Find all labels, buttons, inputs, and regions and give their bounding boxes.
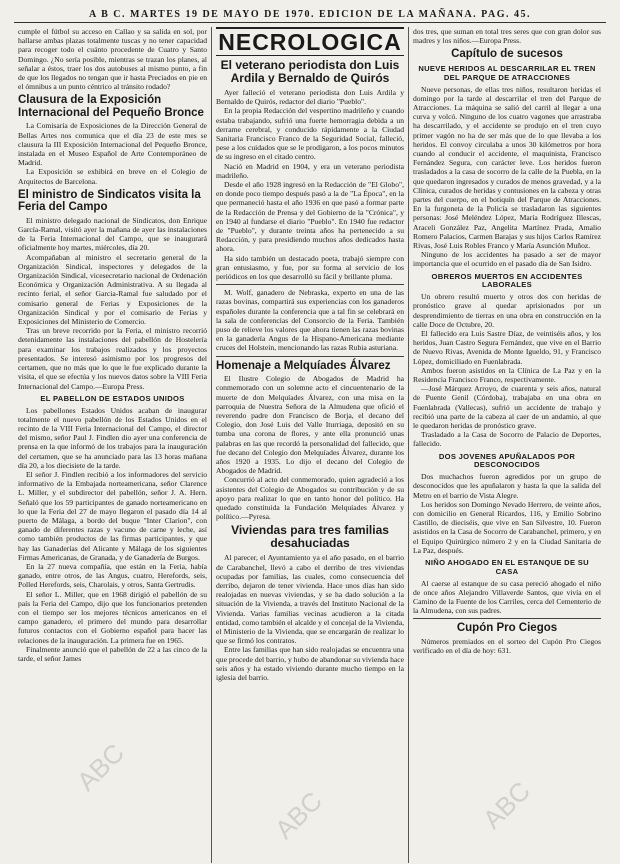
paragraph: Números premiados en el sorteo del Cupón Pro Ciegos verificado en el día de hoy: 631. [413, 636, 601, 656]
paragraph: Al parecer, el Ayuntamiento ya el año pasado, en el barrio de Carabanchel, llevó a cabo el derribo de tres viviendas ocupadas por familias, las cuales, como consecuencia del derribo, dejaron de tener vivienda. Hace unos días han sido realojadas en nuevas viviendas, y se ha dado solución a la situación de la Vivienda, a través del Instituto Nacional de la Vivienda. Varias familias vecinas acudieron a la citada entidad, como también el alcalde y el concejal de la Vivienda, el Ministerio de la Vivienda, que se encargarán de realizar lo que se firmó los contratos. [216, 553, 404, 646]
paragraph: Dos muchachos fueron agredidos por un grupo de desconocidos que les apuñalaron y hasta la que la salida del Metro en el barrio de Vista Alegre. [413, 472, 601, 500]
paragraph: Trasladado a la Casa de Socorro de Palacio de Deportes, fallecido. [413, 430, 601, 449]
paragraph: Desde el año 1928 ingresó en la Redacción de "El Globo", en donde poco tiempo después pasó a la de "La Época", en la que permaneció hasta el año 1936 en que pasó a formar parte de la Redacción de Prensa y del Gobierno de la "Crónica", y en 1940 al fundarse el diario "Pueblo". En 1940 fue redactor de "Pueblo", y durante treinta años ha pertenecido a su Redacción, y para presidiendo muchos años dedicados hasta ahora. [216, 180, 404, 254]
subhead-obreros: OBREROS MUERTOS EN ACCIDENTES LABORALES [431, 271, 583, 290]
paragraph: El señor L. Miller, que en 1968 dirigió el pabellón de su país la Feria del Campo, dijo que los funcionarios pretenden con el tiempo ser los mejores técnicos americanos en el campo ganadero, el primero del mundo para desarrollar futuros contactos con el Gobierno español para hacer las relaciones de la inauguración. La primera fue en 1965. [18, 589, 207, 645]
column-3 [408, 27, 605, 863]
running-header: A B C. MARTES 19 DE MAYO DE 1970. EDICION DE LA MAÑANA. PAG. 45. [14, 8, 606, 23]
watermark-abc: ABC [70, 737, 130, 797]
divider [413, 618, 601, 619]
paragraph: El Ilustre Colegio de Abogados de Madrid ha conmemorado con un solemne acto el cincuentenario de la muerte de don Melquíades Álvarez, con una misa en la parroquia de Nuestra Señora de la Almudena que ofició el reverendo padre don Francisco de Borja, el decano del Colegio, don José Luis del Valle Iturriaga, depositó en su tumba una corona de flores, y ante ella pronunció unas palabras en las que recordó la personalidad del fallecido, que fue decano del Colegio don Melquíades Álvarez, durante los años 1920 a 1935. Lo dijo el decano del Colegio de Abogados de Madrid. [216, 374, 404, 476]
paragraph: Concurrió al acto del conmemorado, quien agradeció a los asistentes del Colegio de Abogados su contribución y de su apoyo para realizar lo que en tanto honor del político. Ha quedado constituida la Fundación Melquíades Álvarez y político.—Pyresa. [216, 475, 404, 522]
paragraph: Tras un breve recorrido por la Feria, el ministro recorrió detenidamente las instalaciones del pabellón de Hostelería para examinar los trabajos realizados y los proyectos presentados. Se interesó asimismo por los progresos del certamen, que no más que lo que le fue explicado durante la visita, el que se efectúa y los nuevos datos sobre la VIII Feria Internacional del Campo.—Europa Press. [18, 326, 207, 391]
paragraph: Ayer falleció el veterano periodista don Luis Ardila y Bernaldo de Quirós, redactor del diario "Pueblo". [216, 88, 404, 107]
subhead-tren: NUEVE HERIDOS AL DESCARRILAR EL TREN DEL PARQUE DE ATRACCIONES [418, 63, 596, 82]
paragraph: Nació en Madrid en 1904, y era un veterano periodista madrileño. [216, 161, 404, 180]
watermark-abc: ABC [268, 785, 328, 845]
headline-cupon: Cupón Pro Ciegos [456, 622, 558, 635]
column-1 [14, 27, 211, 863]
paragraph: Los heridos son Domingo Nevado Herrero, de veinte años, con domicilio en General Ricardos, 116, y Emilio Sobrino Castillo, de dieciséis, que vive en San Silvestre, 10. Fueron asistidos en la Casa de Socorro de Carabanchel, primero, y en el Equipo Quirúrgico número 2 y en la Ciudad Sanitaria de La Paz, después. [413, 499, 601, 555]
paragraph: El ministro delegado nacional de Sindicatos, don Enrique García-Ramal, visitó ayer la mañana de ayer las instalaciones de la Feria Internacional del Campo, que se inaugurará oficialmente hoy martes, miércoles, día 20. [18, 215, 207, 253]
paragraph: Acompañaban al ministro el secretario general de la Organización Sindical, inspectores y delegados de la Organización Sindical, vicesecretario nacional de Ordenación Económica y Organización Administrativa. A su llegada al recinto ferial, el señor Garcia-Ramal fue saludado por el comisario general de Ferias y Exposiciones de la Organización Sindical y por el comisario de Ferias y Exposiciones del Ministerio de Comercio. [18, 252, 207, 327]
paragraph: En la 27 nueva compañía, que están en la Feria, había ganado, entre otros, de las Angus, cuatro, Herefords, seis, Polled Herefords, seis, Charolais, y otros, Santa Gertrudis. [18, 561, 207, 590]
headline-ardila: El veterano periodista don Luis Ardila y Bernaldo de Quirós [220, 58, 400, 85]
article-continuation: dos tres, que suman en total tres seres que con gran dolor sus madres y los niños.—Europa Press. [413, 27, 601, 46]
paragraph: Entre las familias que han sido realojadas se encuentra una que procede del barrio, y hubo de abandonar su vivienda hace seis años y ha estado viviendo durante mucho tiempo en la iglesia del barrio. [216, 645, 404, 683]
paragraph: El fallecido era Luis Sastre Díaz, de veintiséis años, y los heridos, Juan Castro Segura Fernández, que vive en el Barrio de Nuevo Rivas, Avenida de Monte Igueldo, 91, y Francisco López, domiciliado en Fuenlabrada. [413, 328, 601, 366]
paragraph: El señor J. Findlen recibió a los informadores del servicio informativo de la Embajada norteamericana, señor Clarence L. Miller, y el subdirector del pabellón, señor J. A. Hern. Señaló que los 59 participantes de ganado norteamericano en lo que la Feria del 27 de mayo llegaron el pasado día 14 al puerto de Málaga, a bordo del buque "Inter Clarion", con ganado de diferentes razas y vacuno de carne y leche, así como también productos de las firmas participantes, y que hay las Ganaderías del Alicante y Málaga de los siguientes Firmas Americanas, de Granada, y de Ganadería de Burgos. [18, 469, 207, 562]
column-2 [211, 27, 408, 863]
paragraph: Nueve personas, de ellas tres niños, resultaron heridas el domingo por la tarde al descarrilar el tren del Parque de Atracciones. La máquina se salió del carril al llegar a una curva y volcó. Ninguno de los cuatro vagones que arrastraba ha descarrilado, y el accidente se produjo en el tren cuyo primer vagón no ha de ser más que de lo que llevaba a los heridos. El convoy circulaba a unos 30 kilómetros por hora cuando al conducir el accidente, el maquinista, Francisco Fernández Segura, con carácter leve. Los heridos fueron trasladados a la casa de socorro de la calle de la Puebla, en la que quedaron ingresados y curados de menos gravedad, y a la Clínica, curados de heridas y contusiones en la cabeza y otras partes del cuerpo, en el botiquín del Parque de Atracciones. En la furgoneta de la Policía se trasladaron las siguientes personas: José Meléndez López, María Rodríguez Illescas, Araceli González Paz, Angelita Martínez Prada, Amalio Romero Palacios, Carmen Barajas y sus hijos Carlos Ramírez Rivas, José Luis Robles Franco y María Asunción Muñoz. [413, 84, 601, 250]
subhead-nino-ahogado: NIÑO AHOGADO EN EL ESTANQUE DE SU CASA [425, 558, 589, 576]
divider [216, 356, 404, 357]
headline-viviendas: Viviendas para tres familias desahuciadas [231, 523, 389, 551]
paragraph: Un obrero resultó muerto y otros dos con heridas de pronóstico grave al quedar aprisionados por un desprendimiento de tierras en una obra en construcción en la calle Doce de Octubre, 20. [413, 292, 601, 329]
headline-sucesos: Capítulo de sucesos [451, 48, 563, 61]
paragraph: Ha sido también un destacado poeta, trabajó siempre con gran entusiasmo, y fue, por su forma al servicio de los periódicos en los que desarrolló su fácil y brillante pluma. [216, 253, 404, 282]
paragraph: La Comisaría de Exposiciones de la Dirección General de Bellas Artes nos comunica que el día 23 de este mes se clausura la III Exposición Internacional del Pequeño Bronce, instalada en el Museo Español de Arte Contemporáneo de Madrid. [18, 121, 207, 168]
paragraph: La Exposición se exhibirá en breve en el Colegio de Arquitectos de Barcelona. [18, 167, 207, 186]
paragraph: Al caerse al estanque de su casa pereció ahogado el niño de once años Alejandro Villaverde Santos, que vivía en el Camino de la Fuente de los Carriles, cerca del Cementerio de la Almudena, con sus padres. [413, 578, 601, 616]
paragraph: Ambos fueron asistidos en la Clínica de La Paz y en la Residencia Francisco Franco, respectivamente. [413, 365, 601, 384]
headline-sindicatos: El ministro de Sindicatos visita la Feria del Campo [18, 188, 201, 214]
paragraph: En la propia Redacción del vespertino madrileño y cuando estaba trabajando, sufrió una fuerte hemorragia debida a un derrame cerebral, y conducido rápidamente a la Ciudad Sanitaria Francisco Franco de la Seguridad Social, falleció, pese a los cuidados que se le prodigaron, a los pocos minutos de su ingreso en el citado centro. [216, 106, 404, 162]
article-continuation: cumple el fútbol su acceso en Callao y sa salida en sol, por hallarse ambas plazas totalmente tuscas y no tener capacidad para recoger todo el cuánto procedente de Cuatro y Santo Domingo. ¿No sería posible, mientras se trazan los planes, al señalar a éstos, traer los dos autobuses al mismo punto, a fin de que los llegados no tengan que ir hasta Preciados en pie en el ómnibus a un punto céntrico al tránsito rodado? [18, 27, 207, 92]
headline-melquiades: Homenaje a Melquíades Álvarez [216, 359, 391, 372]
section-title-necrologica: NECROLOGICA [216, 27, 404, 56]
columns [14, 27, 606, 863]
subhead-pabellon: EL PABELLON DE ESTADOS UNIDOS [40, 393, 185, 403]
paragraph: —José Márquez Arroyo, de cuarenta y seis años, natural de Puente Genil (Córdoba), trabajaba en una obra en Fuenlabrada (Vallecas), sufrió un accidente de trabajo y recibió una parte de la cabeza al caer de un andamio, al que le quedaron heridas de pronóstico grave. [413, 384, 601, 430]
paragraph: M. Wolf, ganadero de Nebraska, experto en una de las razas bovinas, compartirá sus experiencias con los ganaderos españoles durante la conferencia que a tal fin se celebrará en la sala de conferencias del Consorcio de la Feria. También puso de relieve los valores que ahora tienen las razas bovinas en la ganadería Angus de la Hispano-Americana mediante cruces del Holstein, mencionando las razas Rubia asturiana. [216, 288, 404, 353]
divider [216, 284, 404, 285]
headline-bronce: Clausura de la Exposición Internacional del Pequeño Bronce [18, 94, 204, 119]
paragraph: Finalmente anunció que el pabellón de 22 a las cinco de la tarde, el señor James [18, 644, 207, 663]
paragraph: Los pabellones Estados Unidos acaban de inaugurar totalmente el nuevo pabellón de los Estados Unidos en el recinto de la VIII Feria Internacional del Campo, el director del mismo, señor Paul J. Findlen dio ayer una conferencia de prensa en la que informó de los trabajos para la inauguración del certamen, que se ha anunciado para las 13 horas mañana día 20, a los diecisiete de la tarde. [18, 405, 207, 470]
subhead-apunalados: DOS JOVENES APUÑALADOS POR DESCONOCIDOS [438, 451, 576, 470]
paragraph: Ninguno de los accidentes ha pasado a ser de mayor importancia que el ocurrido en el pasado día de San Isidro. [413, 250, 601, 269]
watermark-abc: ABC [476, 775, 536, 835]
